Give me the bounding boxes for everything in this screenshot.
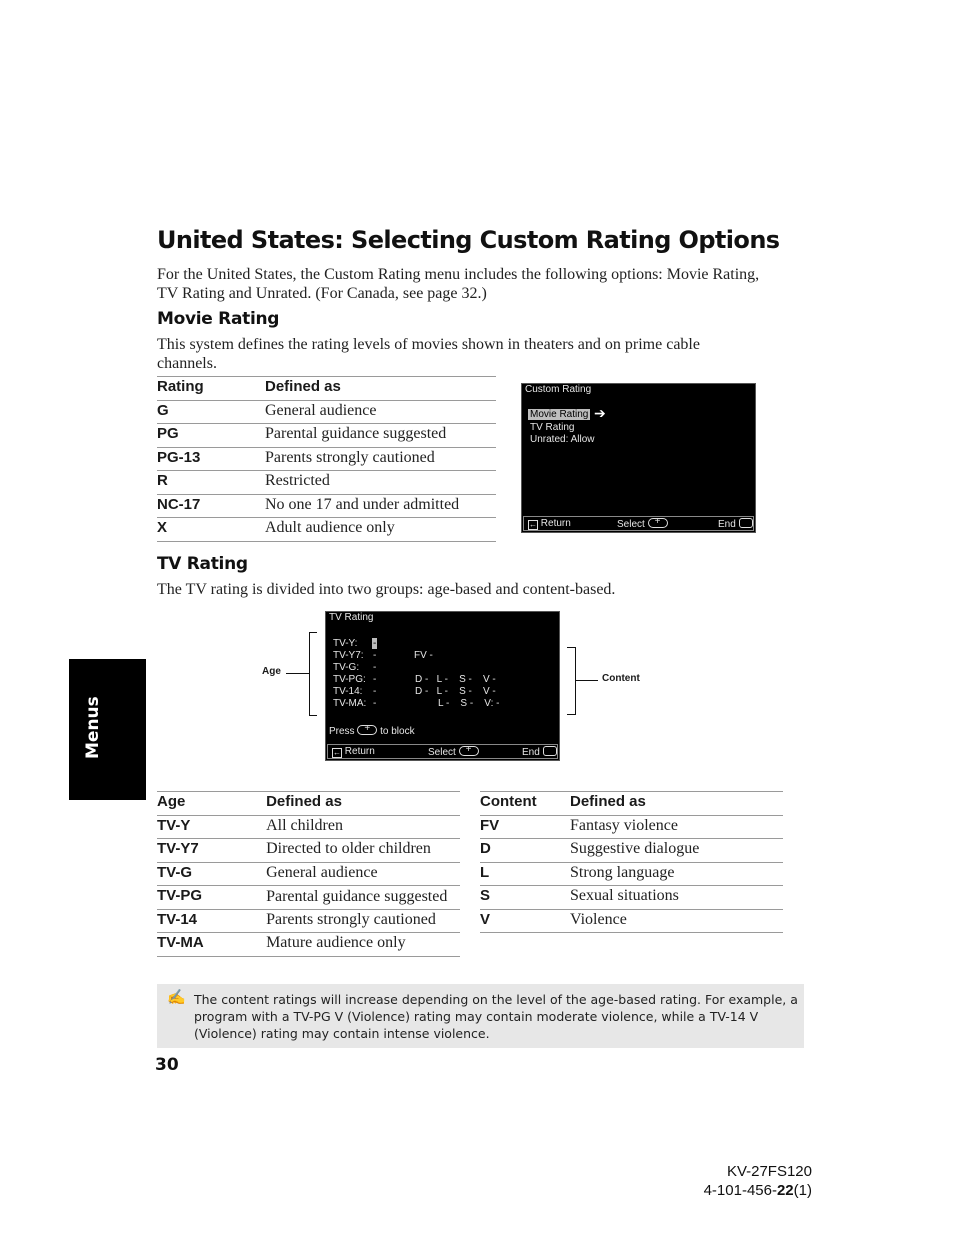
screen-title: TV Rating	[329, 612, 374, 623]
menu-button-icon	[543, 746, 557, 756]
table-row	[157, 933, 460, 957]
age-row-label: TV-14:	[333, 686, 363, 697]
custom-rating-screen	[521, 383, 756, 533]
age-definition: Parents strongly cautioned	[266, 909, 460, 933]
header-defined-as: Defined as	[266, 792, 460, 816]
end-control[interactable]	[718, 518, 753, 530]
rating-code: PG-13	[157, 447, 265, 471]
table-row	[480, 909, 783, 933]
age-code: TV-Y	[157, 815, 266, 839]
select-label: Select	[428, 747, 456, 758]
age-row-value[interactable]: -	[373, 674, 377, 685]
age-definition: All children	[266, 815, 460, 839]
content-code: FV	[480, 815, 570, 839]
table-row	[157, 886, 460, 910]
header-age: Age	[157, 792, 266, 816]
table-row	[157, 909, 460, 933]
screen-bottom-bar	[523, 516, 754, 531]
return-icon: ←	[529, 520, 537, 529]
header-rating: Rating	[157, 377, 265, 401]
table-row	[157, 839, 460, 863]
age-row-value[interactable]: -	[373, 686, 377, 697]
menu-item-tv-rating[interactable]: TV Rating	[530, 422, 575, 433]
table-row	[157, 471, 496, 495]
end-control[interactable]	[522, 746, 557, 758]
return-label: Return	[540, 518, 571, 529]
table-header-row	[480, 792, 783, 816]
footer-model: KV-27FS120	[726, 1163, 812, 1180]
to-block-label: to block	[380, 726, 415, 737]
select-control[interactable]	[617, 518, 668, 530]
joystick-icon	[357, 725, 377, 735]
joystick-icon	[648, 518, 668, 528]
footer-model-code	[700, 1162, 812, 1200]
header-content: Content	[480, 792, 570, 816]
age-row-value[interactable]: -	[373, 698, 377, 709]
movie-rating-description	[157, 335, 817, 373]
tv-rating-heading: TV Rating	[157, 554, 248, 574]
rating-definition: General audience	[265, 400, 496, 424]
rating-definition: Parents strongly cautioned	[265, 447, 496, 471]
table-header-row	[157, 792, 460, 816]
age-row-value[interactable]: -	[373, 638, 377, 649]
menu-item-unrated[interactable]: Unrated: Allow	[530, 434, 595, 445]
select-control[interactable]	[428, 746, 479, 758]
side-tab-label: Menus	[83, 696, 103, 759]
return-control[interactable]	[528, 518, 571, 530]
return-icon: ←	[333, 748, 341, 757]
content-row-values[interactable]: L - S - V: -	[438, 698, 500, 709]
movie-desc-line-2: channels.	[157, 355, 217, 372]
age-callout-label: Age	[262, 666, 281, 677]
table-row	[480, 839, 783, 863]
footer-part-number	[700, 1181, 812, 1200]
movie-rating-heading: Movie Rating	[157, 309, 280, 329]
age-definition: General audience	[266, 862, 460, 886]
select-label: Select	[617, 519, 645, 530]
intro-line-2: TV Rating and Unrated. (For Canada, see page 32.)	[157, 285, 487, 302]
rating-code: X	[157, 518, 265, 542]
age-definition: Parental guidance suggested	[266, 886, 460, 910]
part-number-prefix: 4-101-456-	[703, 1182, 777, 1199]
note-text: The content ratings will increase depending on the level of the age-based rating. For example, a program with a TV-PG V (Violence) rating may contain moderate violence, while a TV-14 V (Violence) rating may contain intense violence.	[194, 992, 798, 1041]
press-to-block-hint	[329, 725, 415, 737]
content-row-values[interactable]: D - L - S - V -	[415, 686, 496, 697]
age-bracket	[309, 632, 317, 716]
content-definition: Strong language	[570, 862, 783, 886]
part-number-suffix: (1)	[793, 1182, 812, 1199]
press-label: Press	[329, 726, 355, 737]
tv-rating-description: The TV rating is divided into two groups: age-based and content-based.	[157, 581, 616, 598]
rating-code: NC-17	[157, 494, 265, 518]
age-rating-table	[157, 791, 460, 957]
rating-code: R	[157, 471, 265, 495]
page-title: United States: Selecting Custom Rating Options	[157, 226, 780, 254]
age-definition: Mature audience only	[266, 933, 460, 957]
age-row-label: TV-MA:	[333, 698, 367, 709]
age-row-label: TV-G:	[333, 662, 360, 673]
table-row	[157, 494, 496, 518]
page-number: 30	[155, 1055, 179, 1075]
menu-item-movie-rating[interactable]: Movie Rating	[530, 409, 589, 420]
age-code: TV-MA	[157, 933, 266, 957]
content-code: L	[480, 862, 570, 886]
content-bracket	[567, 647, 576, 715]
tv-rating-screen	[325, 611, 560, 761]
age-row-label: TV-PG:	[333, 674, 366, 685]
content-definition: Suggestive dialogue	[570, 839, 783, 863]
content-code: V	[480, 909, 570, 933]
content-definition: Fantasy violence	[570, 815, 783, 839]
age-code: TV-14	[157, 909, 266, 933]
header-defined-as: Defined as	[265, 377, 496, 401]
rating-code: PG	[157, 424, 265, 448]
movie-rating-table	[157, 376, 496, 542]
age-code: TV-PG	[157, 886, 266, 910]
content-code: S	[480, 886, 570, 910]
content-callout-line	[576, 680, 598, 681]
table-row	[157, 862, 460, 886]
screen-bottom-bar	[327, 744, 558, 759]
table-header-row	[157, 377, 496, 401]
intro-line-1: For the United States, the Custom Rating menu includes the following options: Movie Rating,	[157, 266, 760, 283]
part-number-bold: 22	[776, 1182, 794, 1199]
content-row-values[interactable]: FV -	[414, 650, 433, 661]
rating-definition: No one 17 and under admitted	[265, 494, 496, 518]
movie-desc-line-1: This system defines the rating levels of movies shown in theaters and on prime cable	[157, 336, 700, 353]
rating-definition: Adult audience only	[265, 518, 496, 542]
age-row-value[interactable]: -	[373, 662, 377, 673]
table-row	[157, 400, 496, 424]
table-row	[157, 424, 496, 448]
age-row-label: TV-Y:	[333, 638, 358, 649]
table-row	[480, 886, 783, 910]
joystick-icon	[459, 746, 479, 756]
section-side-tab	[69, 659, 146, 800]
table-row	[157, 518, 496, 542]
header-defined-as: Defined as	[570, 792, 783, 816]
end-label: End	[718, 519, 736, 530]
table-row	[480, 862, 783, 886]
content-definition: Sexual situations	[570, 886, 783, 910]
content-row-values[interactable]: D - L - S - V -	[415, 674, 496, 685]
return-control[interactable]	[332, 746, 375, 758]
screen-title: Custom Rating	[525, 384, 592, 395]
content-rating-table	[480, 791, 783, 933]
age-row-label: TV-Y7:	[333, 650, 364, 661]
arrow-right-icon: ➔	[594, 405, 606, 421]
age-definition: Directed to older children	[266, 839, 460, 863]
age-row-value[interactable]: -	[373, 650, 377, 661]
table-row	[157, 815, 460, 839]
content-code: D	[480, 839, 570, 863]
content-definition: Violence	[570, 909, 783, 933]
rating-definition: Restricted	[265, 471, 496, 495]
note-box	[157, 984, 804, 1048]
content-callout-label: Content	[602, 673, 640, 684]
age-code: TV-Y7	[157, 839, 266, 863]
rating-definition: Parental guidance suggested	[265, 424, 496, 448]
intro-paragraph	[157, 265, 817, 303]
writing-hand-icon: ✍	[167, 990, 186, 1006]
rating-code: G	[157, 400, 265, 424]
age-code: TV-G	[157, 862, 266, 886]
table-row	[480, 815, 783, 839]
table-row	[157, 447, 496, 471]
end-label: End	[522, 747, 540, 758]
age-callout-line	[286, 673, 309, 674]
return-label: Return	[344, 746, 375, 757]
menu-button-icon	[739, 518, 753, 528]
